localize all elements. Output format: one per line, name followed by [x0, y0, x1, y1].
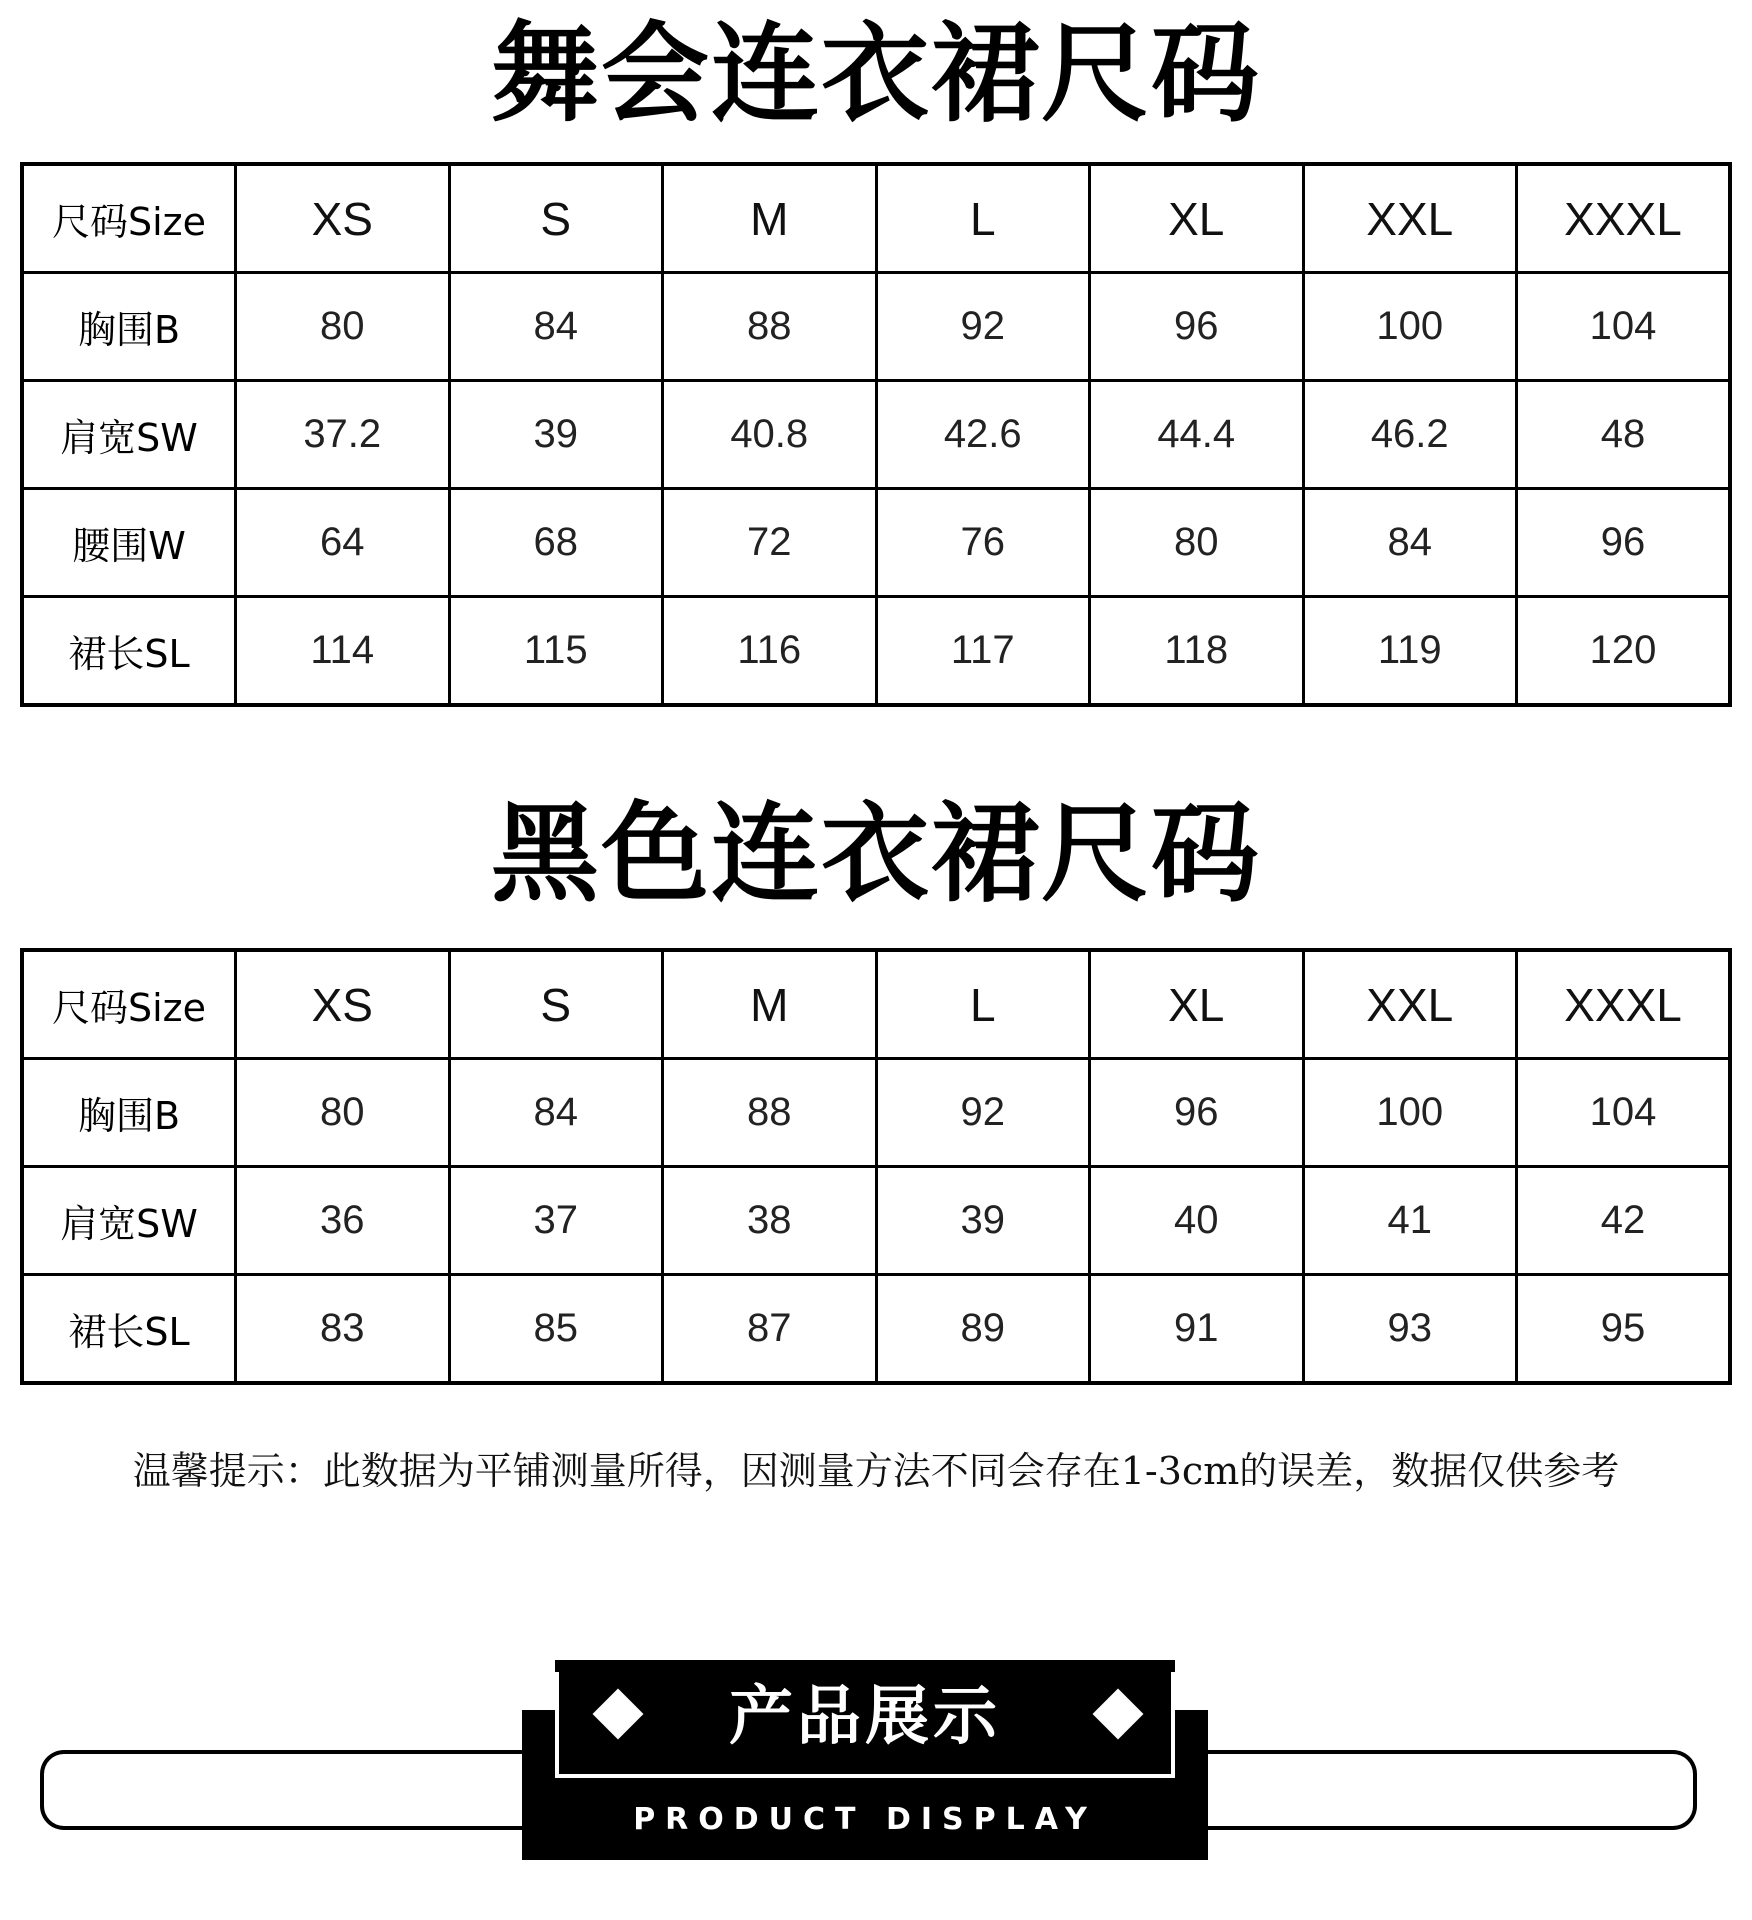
row-label: 胸围B	[22, 1059, 236, 1167]
table-cell: 92	[876, 1059, 1090, 1167]
table-cell: 91	[1090, 1275, 1304, 1384]
table-cell: 41	[1303, 1167, 1517, 1275]
table-cell: 84	[449, 273, 663, 381]
table-cell: 80	[236, 273, 450, 381]
table-cell: 42.6	[876, 381, 1090, 489]
table1-title: 舞会连衣裙尺码	[490, 12, 1261, 137]
table-row	[22, 597, 1730, 706]
row-label: 裙长SL	[22, 1275, 236, 1384]
header-cell: XXXL	[1517, 950, 1731, 1059]
table-cell: 80	[236, 1059, 450, 1167]
table-cell: 36	[236, 1167, 450, 1275]
table-row	[22, 1167, 1730, 1275]
table-cell: 37.2	[236, 381, 450, 489]
table-cell: 100	[1303, 1059, 1517, 1167]
table-cell: 85	[449, 1275, 663, 1384]
header-cell: 尺码Size	[22, 164, 236, 273]
header-cell: XXL	[1303, 950, 1517, 1059]
table-cell: 48	[1517, 381, 1731, 489]
table2-title: 黑色连衣裙尺码	[490, 792, 1261, 917]
table-row	[22, 273, 1730, 381]
table-cell: 39	[876, 1167, 1090, 1275]
header-cell: 尺码Size	[22, 950, 236, 1059]
table-cell: 84	[1303, 489, 1517, 597]
table-cell: 39	[449, 381, 663, 489]
header-cell: L	[876, 164, 1090, 273]
banner-right-rail	[1195, 1750, 1697, 1830]
table-cell: 100	[1303, 273, 1517, 381]
header-cell: XXXL	[1517, 164, 1731, 273]
table-cell: 96	[1517, 489, 1731, 597]
table-cell: 89	[876, 1275, 1090, 1384]
table-cell: 96	[1090, 1059, 1304, 1167]
banner-title: 产品展示	[729, 1680, 1001, 1754]
table-header-row	[22, 950, 1730, 1059]
table-cell: 117	[876, 597, 1090, 706]
table-cell: 64	[236, 489, 450, 597]
banner-top-edge	[555, 1660, 1175, 1672]
row-label: 裙长SL	[22, 597, 236, 706]
measurement-note: 温馨提示：此数据为平铺测量所得，因测量方法不同会存在1-3cm的误差，数据仅供参考	[132, 1449, 1620, 1493]
size-table-ball-dress	[20, 162, 1732, 707]
table-row	[22, 489, 1730, 597]
size-table-black-dress	[20, 948, 1732, 1385]
table-cell: 84	[449, 1059, 663, 1167]
banner-left-rail	[40, 1750, 560, 1830]
table-cell: 72	[663, 489, 877, 597]
table-header-row	[22, 164, 1730, 273]
header-cell: XS	[236, 950, 450, 1059]
product-display-banner	[0, 1660, 1752, 1860]
table-cell: 40.8	[663, 381, 877, 489]
header-cell: S	[449, 950, 663, 1059]
table-cell: 83	[236, 1275, 450, 1384]
table-cell: 115	[449, 597, 663, 706]
table-cell: 88	[663, 273, 877, 381]
table-cell: 92	[876, 273, 1090, 381]
row-label: 胸围B	[22, 273, 236, 381]
header-cell: XS	[236, 164, 450, 273]
table-row	[22, 381, 1730, 489]
table-cell: 96	[1090, 273, 1304, 381]
header-cell: L	[876, 950, 1090, 1059]
table-cell: 46.2	[1303, 381, 1517, 489]
table-cell: 76	[876, 489, 1090, 597]
header-cell: XL	[1090, 950, 1304, 1059]
table-row	[22, 1275, 1730, 1384]
row-label: 肩宽SW	[22, 1167, 236, 1275]
table-cell: 116	[663, 597, 877, 706]
table-cell: 42	[1517, 1167, 1731, 1275]
row-label: 腰围W	[22, 489, 236, 597]
table-cell: 119	[1303, 597, 1517, 706]
table-cell: 68	[449, 489, 663, 597]
table-cell: 80	[1090, 489, 1304, 597]
table-cell: 120	[1517, 597, 1731, 706]
header-cell: M	[663, 164, 877, 273]
table-cell: 93	[1303, 1275, 1517, 1384]
table-cell: 114	[236, 597, 450, 706]
table-cell: 88	[663, 1059, 877, 1167]
table-row	[22, 1059, 1730, 1167]
table-cell: 95	[1517, 1275, 1731, 1384]
row-label: 肩宽SW	[22, 381, 236, 489]
header-cell: S	[449, 164, 663, 273]
table-cell: 37	[449, 1167, 663, 1275]
table-cell: 38	[663, 1167, 877, 1275]
header-cell: XXL	[1303, 164, 1517, 273]
table-cell: 87	[663, 1275, 877, 1384]
header-cell: M	[663, 950, 877, 1059]
table-cell: 118	[1090, 597, 1304, 706]
table-cell: 44.4	[1090, 381, 1304, 489]
banner-subtitle: PRODUCT DISPLAY	[633, 1802, 1097, 1837]
table-cell: 40	[1090, 1167, 1304, 1275]
table-cell: 104	[1517, 1059, 1731, 1167]
table-cell: 104	[1517, 273, 1731, 381]
header-cell: XL	[1090, 164, 1304, 273]
